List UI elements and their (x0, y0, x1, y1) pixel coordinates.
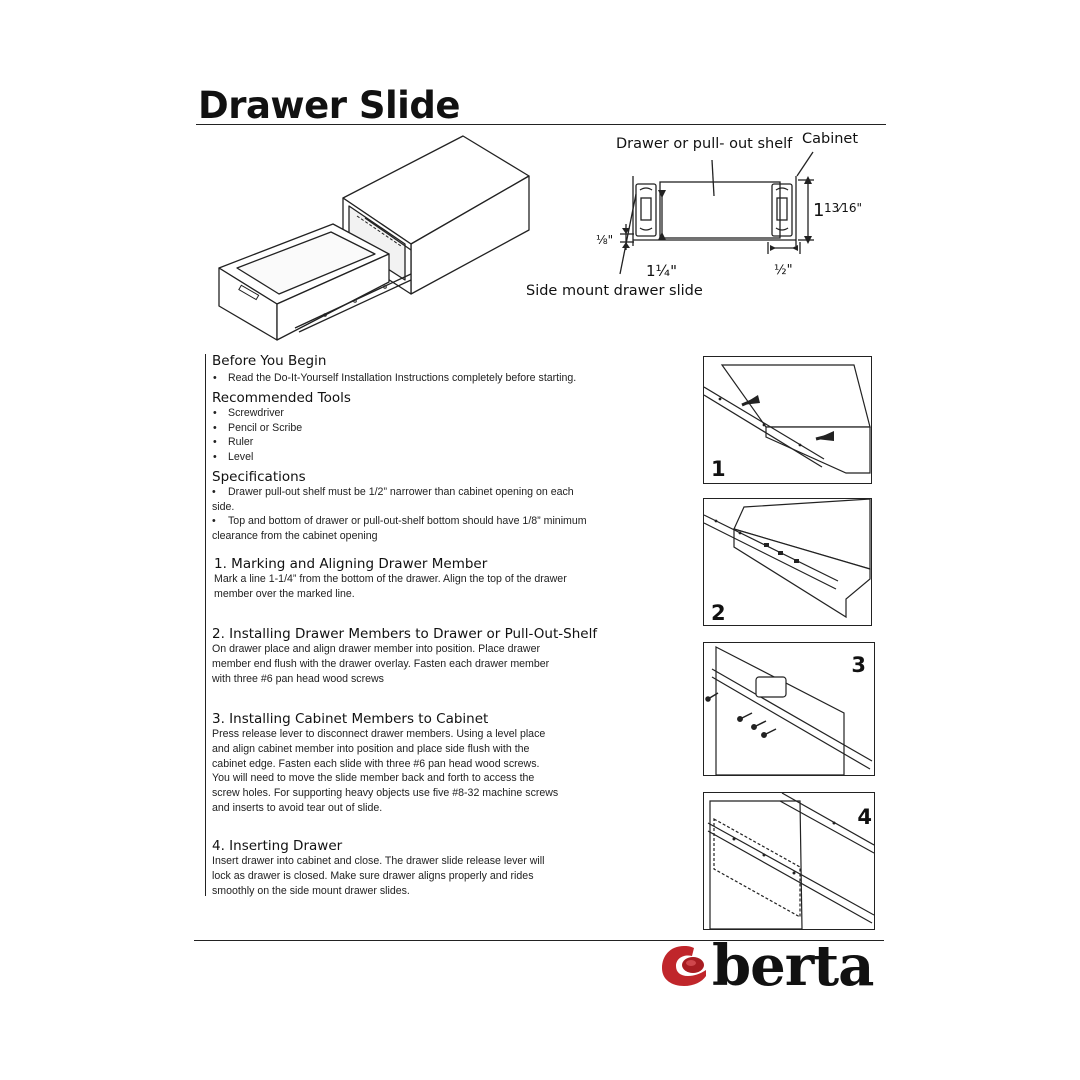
tools-heading: Recommended Tools (212, 390, 351, 406)
label-side-mount-slide: Side mount drawer slide (526, 283, 703, 299)
step-panel-4 (703, 792, 875, 930)
spec-item: • Drawer pull-out shelf must be 1/2” narrower than cabinet opening on each side. (212, 486, 574, 513)
slide-cross-section-diagram (520, 124, 880, 304)
step-panel-2 (703, 498, 872, 626)
step-1-illustration (704, 357, 871, 483)
step-3-body: Press release lever to disconnect drawer members. Using a level place and align cabinet member into position and place side flush with the cabinet edge. Fasten each slide with three #6 pan head wood screws. You will need to move the slide member back and forth to access the screw holes. For supporting heavy objects use five #8-32 machine screws and inserts to avoid tear out of slide. (212, 728, 559, 814)
step-1-body: Mark a line 1-1/4” from the bottom of the drawer. Align the top of the drawer member over the marked line. (214, 573, 567, 600)
dim-height: 1 (813, 200, 825, 221)
before-heading: Before You Begin (212, 353, 327, 369)
dim-height-fraction: 13⁄16" (824, 201, 863, 215)
step-4-illustration (704, 793, 874, 929)
brand-wordmark: berta (712, 933, 874, 999)
step-4-heading: 4. Inserting Drawer (212, 838, 343, 854)
drawer-cabinet-illustration (215, 132, 535, 344)
step-2-body: On drawer place and align drawer member into position. Place drawer member end flush with the drawer overlay. Fasten each drawer member with three #6 pan head wood screws (212, 643, 550, 685)
step-4-body: Insert drawer into cabinet and close. The drawer slide release lever will lock as drawer is closed. Make sure drawer aligns properly and rides smoothly on the side mount drawer slides. (212, 855, 545, 897)
tools-list (212, 406, 302, 464)
list-item: • Read the Do-It-Yourself Installation Instructions completely before starting. (212, 371, 576, 386)
step-number-4: 4 (857, 805, 872, 829)
spec-item: • Top and bottom of drawer or pull-out-shelf bottom should have 1/8” minimum clearance from the cabinet opening (212, 515, 587, 542)
step-panel-3 (703, 642, 875, 776)
label-cabinet: Cabinet (802, 131, 859, 147)
list-item: • Ruler (212, 435, 302, 450)
label-drawer-shelf: Drawer or pull- out shelf (616, 136, 793, 152)
berta-logo-icon (660, 944, 708, 988)
step-1-heading: 1. Marking and Aligning Drawer Member (214, 556, 488, 572)
step-3-illustration (704, 643, 874, 775)
step-2-illustration (704, 499, 871, 625)
before-list (212, 371, 576, 386)
step-number-2: 2 (711, 601, 726, 625)
dim-member: 1¼" (646, 262, 677, 280)
step-3-heading: 3. Installing Cabinet Members to Cabinet (212, 711, 489, 727)
specs-heading: Specifications (212, 469, 306, 485)
page-title: Drawer Slide (198, 84, 460, 127)
list-item: • Screwdriver (212, 406, 302, 421)
step-number-1: 1 (711, 457, 726, 481)
list-item: • Level (212, 450, 302, 465)
step-2-heading: 2. Installing Drawer Members to Drawer or Pull-Out-Shelf (212, 626, 598, 642)
content-left-rule (205, 354, 206, 896)
step-number-3: 3 (851, 653, 866, 677)
step-panel-1 (703, 356, 872, 484)
list-item: • Pencil or Scribe (212, 421, 302, 436)
dim-side: ½" (774, 263, 793, 278)
dim-gap: ⅛" (596, 233, 614, 247)
